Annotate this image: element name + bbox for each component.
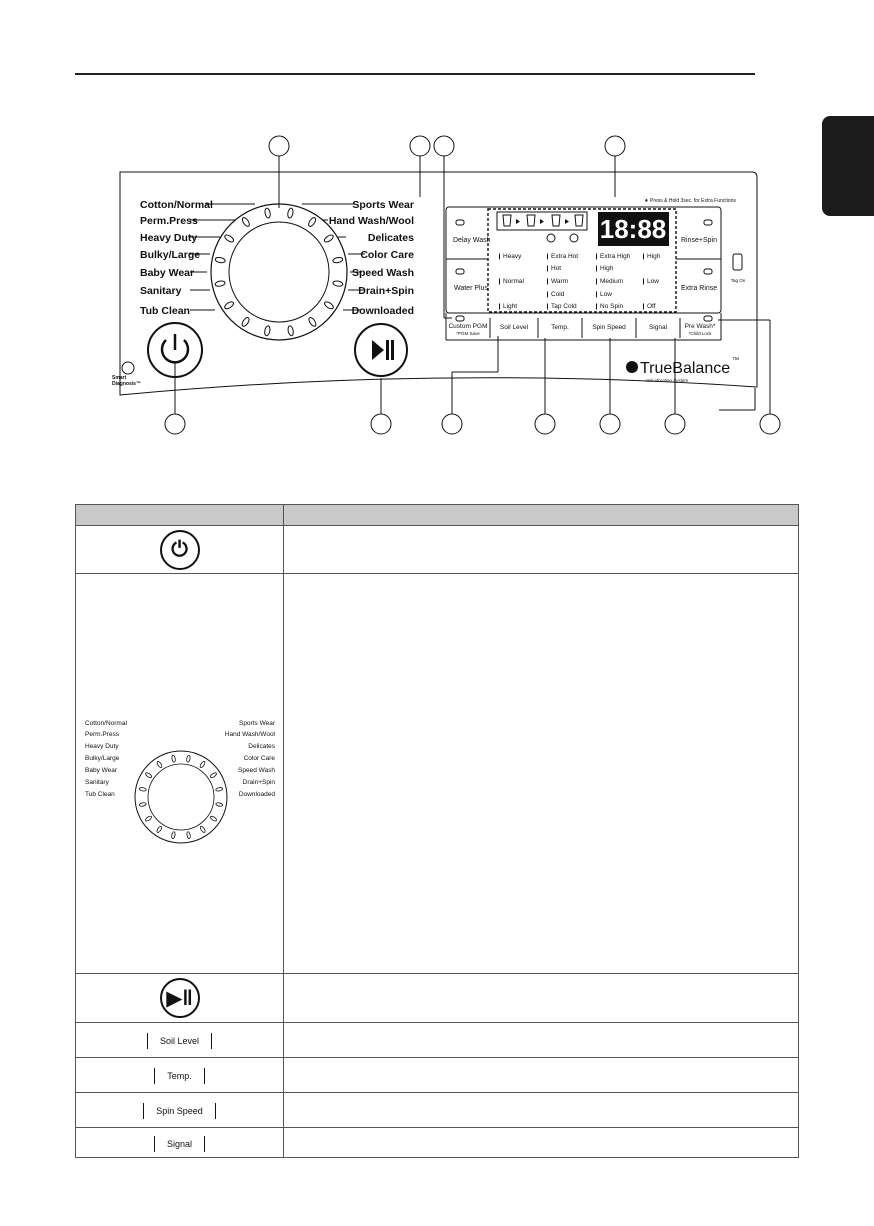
temp-button[interactable]: Temp. (551, 324, 569, 331)
dial-indicator (139, 802, 146, 806)
soil-level-button[interactable]: Soil Level (499, 324, 529, 331)
option-label: High (600, 265, 614, 272)
dial-indicator (210, 815, 218, 822)
dial-indicator (171, 755, 175, 762)
dial-program-label: Baby Wear (140, 267, 195, 279)
power-cell (76, 526, 284, 574)
option-led: ❙ (594, 279, 600, 285)
start-pause-button-icon: ▶‖ (160, 978, 200, 1018)
dial-cell (76, 574, 284, 974)
dial-indicator (215, 280, 226, 287)
start-pause-description (284, 974, 799, 1023)
small-dial-label: Drain+Spin (242, 779, 275, 786)
dial-indicator (287, 208, 294, 219)
dial-indicator (224, 234, 235, 244)
smart-diagnosis-label: Smart (112, 375, 127, 381)
table-header-left (76, 505, 284, 526)
brand-trademark: ™ (732, 357, 739, 364)
spin-speed-description (284, 1093, 799, 1128)
option-label: High (647, 253, 661, 260)
child-lock-note: *Child Lock (688, 331, 712, 336)
dial-program-label: Sanitary (140, 285, 182, 297)
dial-program-label: Perm.Press (140, 215, 198, 227)
small-dial-label: Sanitary (85, 779, 109, 786)
option-led: ❙ (641, 279, 647, 285)
signal-description (284, 1128, 799, 1158)
option-led: ❙ (545, 266, 551, 272)
extra-rinse-label[interactable]: Extra Rinse (681, 285, 718, 292)
dial-indicator (287, 325, 294, 336)
small-dial-label: Baby Wear (85, 767, 118, 774)
dial-program-label: Speed Wash (351, 267, 414, 279)
small-dial-label: Tub Clean (85, 791, 115, 798)
option-label: Extra High (600, 253, 631, 260)
option-led: ❙ (545, 304, 551, 310)
dial-indicator (215, 787, 222, 792)
table-header-right (284, 505, 799, 526)
soil-level-key: Soil Level (147, 1033, 212, 1049)
dial-indicator (224, 300, 235, 310)
dial-indicator (264, 325, 271, 336)
option-label: Medium (600, 278, 624, 285)
dial-indicator (323, 300, 334, 310)
small-dial-label: Sports Wear (238, 720, 275, 727)
option-label: Tap Cold (551, 303, 577, 310)
dial-indicator (323, 234, 334, 244)
temp-description (284, 1058, 799, 1093)
small-dial-label: Color Care (243, 755, 275, 762)
dial-indicator (186, 831, 191, 838)
dial-indicator (156, 826, 163, 834)
signal-key: Signal (154, 1136, 205, 1152)
small-dial-label: Bulky/Large (85, 755, 120, 762)
dial-program-label: Sports Wear (352, 199, 414, 211)
custom-pgm-label[interactable]: Custom PGM (448, 323, 488, 330)
option-led: ❙ (497, 304, 503, 310)
dial-indicator (216, 802, 223, 806)
dial-indicator (199, 761, 206, 769)
option-led: ❙ (497, 254, 503, 260)
tag-on-label: Tag On (730, 278, 746, 283)
option-led: ❙ (545, 279, 551, 285)
dial-indicator (139, 787, 146, 792)
dial-program-label: Hand Wash/Wool (328, 215, 414, 227)
control-panel-illustration (0, 0, 874, 480)
dial-program-label: Downloaded (351, 305, 414, 317)
option-led: ❙ (545, 254, 551, 260)
dial-indicator (145, 772, 153, 779)
pgm-save-note: *PGM Save (456, 331, 480, 336)
dial-indicator (215, 257, 226, 264)
option-label: Heavy (503, 253, 522, 260)
dial-program-label: Bulky/Large (140, 249, 201, 261)
dial-indicator (156, 761, 163, 769)
small-dial-label: Cotton/Normal (85, 720, 127, 727)
rinse-spin-label[interactable]: Rinse+Spin (681, 237, 717, 244)
dial-indicator (145, 815, 153, 822)
power-button-icon: ⏻ (160, 530, 200, 570)
smart-diagnosis-label: Diagnosis™ (112, 381, 141, 387)
spin-speed-key: Spin Speed (143, 1103, 216, 1119)
option-led: ❙ (641, 254, 647, 260)
dial-indicator (210, 772, 218, 779)
option-led: ❙ (497, 279, 503, 285)
option-led: ❙ (641, 304, 647, 310)
dial-indicator (307, 216, 317, 227)
start-pause-cell (76, 974, 284, 1023)
dial-indicator (171, 831, 176, 838)
dial-program-label: Cotton/Normal (140, 199, 213, 211)
option-label: Extra Hot (551, 253, 579, 260)
option-label: Light (503, 303, 518, 310)
small-dial-label: Speed Wash (238, 767, 275, 774)
extra-functions-note: ★ Press & Hold 3sec. for Extra Functions (644, 198, 736, 204)
option-label: Low (600, 291, 612, 298)
pre-wash-button[interactable]: Pre Wash* (684, 323, 716, 330)
option-led: ❙ (545, 292, 551, 298)
small-dial-label: Hand Wash/Wool (224, 731, 275, 738)
brand-subtitle: Anti-Vibration System (645, 378, 689, 383)
dial-indicator (333, 280, 344, 287)
option-led: ❙ (594, 254, 600, 260)
option-label: Low (647, 278, 659, 285)
dial-program-label: Heavy Duty (140, 232, 198, 244)
dial-indicator (308, 316, 318, 327)
dial-indicator (199, 826, 206, 834)
water-plus-label[interactable]: Water Plus (454, 285, 488, 292)
dial-program-label: Drain+Spin (358, 285, 414, 297)
temp-key: Temp. (154, 1068, 205, 1084)
power-description (284, 526, 799, 574)
option-label: Normal (503, 278, 524, 285)
control-description-table (75, 504, 799, 1158)
small-dial-label: Perm.Press (85, 731, 119, 738)
dial-program-label: Delicates (367, 232, 414, 244)
dial-indicator (241, 216, 251, 227)
option-label: Hot (551, 265, 562, 272)
option-label: No Spin (600, 303, 624, 310)
dial-indicator (241, 316, 251, 327)
soil-level-description (284, 1023, 799, 1058)
small-dial-label: Heavy Duty (85, 743, 119, 750)
option-led: ❙ (594, 304, 600, 310)
display-time: 18:88 (599, 214, 667, 244)
small-dial-label: Downloaded (238, 791, 275, 798)
option-label: Off (647, 303, 656, 310)
spin-speed-button[interactable]: Spin Speed (592, 324, 626, 331)
small-dial-label: Delicates (248, 743, 275, 750)
signal-button[interactable]: Signal (648, 324, 668, 331)
dial-program-label: Color Care (360, 249, 414, 261)
delay-wash-label[interactable]: Delay Wash (453, 237, 491, 244)
small-dial-illustration (77, 574, 282, 968)
dial-indicator (264, 208, 271, 219)
option-label: Warm (551, 278, 569, 285)
brand-logo: TrueBalance (640, 360, 731, 377)
option-label: Cold (551, 291, 565, 298)
dial-indicator (186, 755, 190, 762)
option-led: ❙ (594, 266, 600, 272)
dial-program-label: Tub Clean (140, 305, 190, 317)
dial-indicator (332, 257, 343, 264)
option-led: ❙ (594, 292, 600, 298)
dial-description (284, 574, 799, 974)
